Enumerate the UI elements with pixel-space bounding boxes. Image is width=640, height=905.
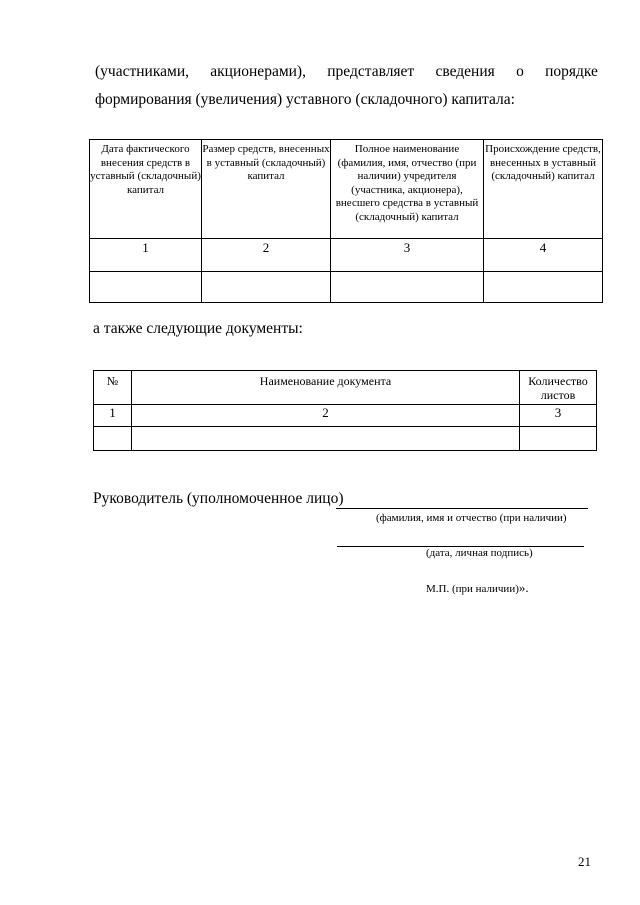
table-header-row (90, 140, 603, 239)
stamp-text: М.П. (при наличии) (426, 583, 519, 595)
intro-word: сведения (435, 63, 495, 80)
column-number: 2 (132, 405, 520, 427)
header-document-name: Наименование документа (132, 371, 520, 405)
column-number: 4 (484, 239, 603, 272)
stamp-placeholder (426, 580, 529, 596)
table-row (90, 272, 603, 303)
column-number: 3 (520, 405, 597, 427)
column-number: 2 (202, 239, 331, 272)
empty-cell (202, 272, 331, 303)
intro-paragraph (95, 58, 598, 114)
header-founder-name: Полное наименование (фамилия, имя, отчество (при наличии) учредителя (участника, акционера), внесшего средства в уставный (складочный) капитал (331, 140, 484, 239)
intro-word: представляет (327, 63, 415, 80)
header-contribution-date: Дата фактического внесения средств в уставный (складочный) капитал (90, 140, 202, 239)
table-header-row (94, 371, 597, 405)
table-row (94, 427, 597, 451)
signature-name-line (336, 508, 588, 509)
intro-word: акционерами), (210, 63, 306, 80)
header-contribution-amount: Размер средств, внесенных в уставный (складочный) капитал (202, 140, 331, 239)
table-number-row (94, 405, 597, 427)
documents-table (93, 370, 597, 451)
intro-line-1 (95, 58, 598, 86)
column-number: 1 (94, 405, 132, 427)
intro-line-2: формирования (увеличения) уставного (складочного) капитала: (95, 91, 515, 108)
empty-cell (90, 272, 202, 303)
intro-word: о (516, 63, 524, 80)
capital-contributions-table (89, 139, 603, 303)
empty-cell (132, 427, 520, 451)
table-number-row (90, 239, 603, 272)
empty-cell (520, 427, 597, 451)
empty-cell (331, 272, 484, 303)
empty-cell (94, 427, 132, 451)
intro-word: порядке (545, 63, 598, 80)
column-number: 1 (90, 239, 202, 272)
signature-label: Руководитель (уполномоченное лицо) (93, 490, 344, 507)
closing-quote: ». (518, 580, 529, 595)
header-funds-origin: Происхождение средств, внесенных в уставный (складочный) капитал (484, 140, 603, 239)
date-signature-caption: (дата, личная подпись) (426, 547, 533, 559)
signature-name-caption: (фамилия, имя и отчество (при наличии) (376, 512, 567, 524)
also-documents-text: а также следующие документы: (93, 320, 303, 337)
page-number: 21 (578, 854, 591, 869)
header-sheet-count: Количество листов (520, 371, 597, 405)
intro-word: (участниками, (95, 63, 189, 80)
header-number: № (94, 371, 132, 405)
column-number: 3 (331, 239, 484, 272)
empty-cell (484, 272, 603, 303)
